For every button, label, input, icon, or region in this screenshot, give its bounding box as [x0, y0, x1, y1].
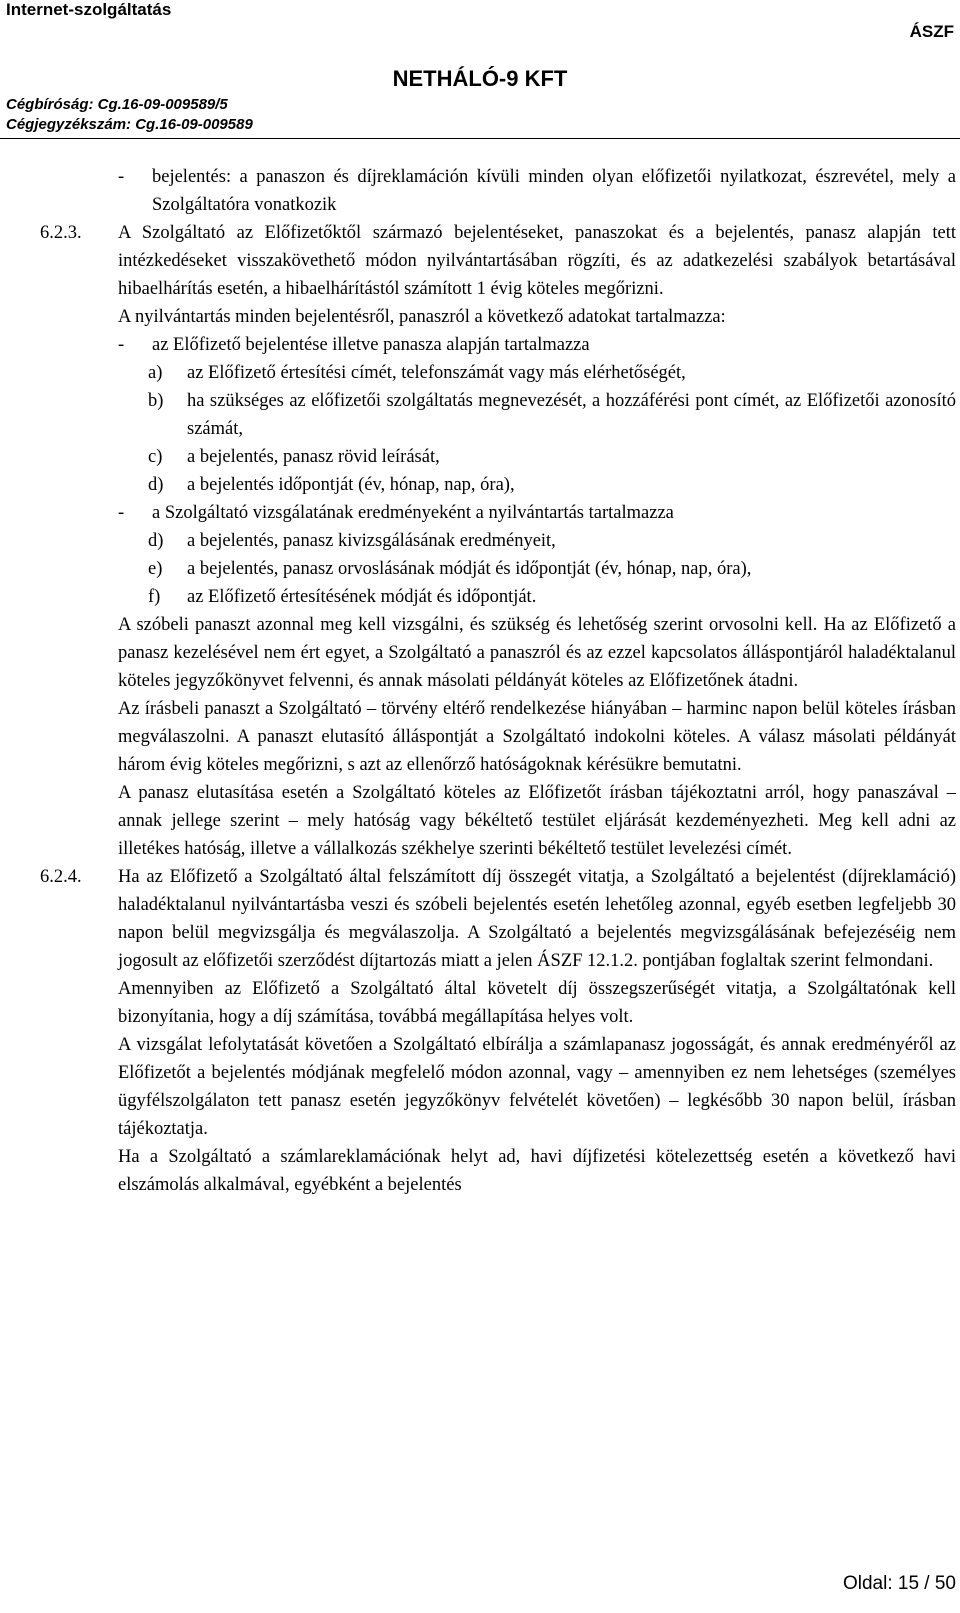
list-item-label: c) [148, 447, 163, 467]
list-dash: - [118, 335, 125, 355]
list-heading-subscriber [118, 331, 956, 359]
page-header [0, 0, 960, 140]
paragraph-rejection: A panasz elutasítása esetén a Szolgáltató köteles az Előfizetőt írásban tájékoztatni arról, hogy panaszával – annak jellege szerint – mely hatóság vagy békéltető testület eljárását kezdeményezheti. Meg kell adni az illetékes hatóság, illetve a vállalkozás székhelye szerinti békéltető testület levelezési címét. [118, 783, 956, 859]
list-item-text: az Előfizető értesítési címét, telefonszámát vagy más elérhetőségét, [187, 363, 686, 383]
list-item-text: a bejelentés, panasz orvoslásának módját és időpontját (év, hónap, nap, óra), [187, 559, 752, 579]
list-dash: - [118, 503, 125, 523]
list-item [148, 555, 956, 583]
paragraph-written-complaint: Az írásbeli panaszt a Szolgáltató – törvény eltérő rendelkezése hiányában – harminc napon belül köteles írásban megválaszolni. A panaszt elutasító álláspontját a Szolgáltató indokolni köteles. A válasz másolati példányát három évig köteles megőrizni, s azt az ellenőrző hatóságoknak kérésükre bemutatni. [118, 699, 956, 775]
list-dash: - [118, 167, 125, 187]
header-court-line: Cégbíróság: Cg.16-09-009589/5 [6, 96, 228, 113]
section-6-2-4 [40, 863, 956, 975]
list-item-text: a bejelentés, panasz rövid leírását, [187, 447, 440, 467]
header-divider [0, 138, 960, 139]
paragraph-oral-complaint: A szóbeli panaszt azonnal meg kell vizsgálni, és szükség és lehetőség szerint orvosolni kell. Ha az Előfizető a panasz kezelésével nem ért egyet, a Szolgáltató a panaszról és az ezzel kapcsolatos álláspontjáról haladéktalanul köteles jegyzőkönyvet felvenni, és annak másolati példányát köteles az Előfizetőnek átadni. [118, 615, 956, 691]
list-item-label: d) [148, 475, 164, 495]
header-service-title: Internet-szolgáltatás [6, 0, 172, 19]
list-item [148, 583, 956, 611]
list-heading-text: az Előfizető bejelentése illetve panasza alapján tartalmazza [152, 335, 590, 355]
list-item-text: az Előfizető értesítésének módját és időpontját. [187, 587, 537, 607]
list-item-text: a bejelentés, panasz kivizsgálásának eredményeit, [187, 531, 556, 551]
header-registration-line: Cégjegyzékszám: Cg.16-09-009589 [6, 116, 253, 133]
list-item-text: ha szükséges az előfizetői szolgáltatás megnevezését, a hozzáférési pont címét, az Előfizetői azonosító számát, [187, 391, 956, 439]
list-heading-provider [118, 499, 956, 527]
list-item [148, 359, 956, 387]
list-item-label: e) [148, 559, 163, 579]
section-number: 6.2.4. [40, 867, 82, 887]
list-heading-text: a Szolgáltató vizsgálatának eredményeként a nyilvántartás tartalmazza [152, 503, 674, 523]
list-item-label: a) [148, 363, 163, 383]
list-item-label: f) [148, 587, 161, 607]
header-company-name: NETHÁLÓ-9 KFT [392, 66, 568, 91]
intro-item-text: bejelentés: a panaszon és díjreklamáción kívüli minden olyan előfizetői nyilatkozat, észrevétel, mely a Szolgáltatóra vonatkozik [152, 167, 956, 215]
list-item [148, 443, 956, 471]
list-item [148, 527, 956, 555]
list-item-label: b) [148, 391, 164, 411]
list-item-label: d) [148, 531, 164, 551]
section-number: 6.2.3. [40, 223, 82, 243]
paragraph: Amennyiben az Előfizető a Szolgáltató által követelt díj összegszerűségét vitatja, a Szolgáltatónak kell bizonyítania, hogy a díj számítása, továbbá megállapítása helyes volt. [118, 979, 956, 1027]
paragraph: A Szolgáltató az Előfizetőktől származó bejelentéseket, panaszokat és a bejelentés, panasz alapján tett intézkedéseket visszakövethető módon nyilvántartásában rögzíti, és az adatkezelési szabályok betartásával hibaelhárítás esetén, a hibaelhárítástól számított 1 évig köteles megőrizni. [118, 223, 956, 299]
section-6-2-3 [40, 219, 956, 303]
paragraph: A nyilvántartás minden bejelentésről, panaszról a következő adatokat tartalmazza: [118, 307, 726, 327]
list-item-text: a bejelentés időpontját (év, hónap, nap, óra), [187, 475, 515, 495]
paragraph: Ha az Előfizető a Szolgáltató által felszámított díj összegét vitatja, a Szolgáltató a bejelentést (díjreklamáció) haladéktalanul nyilvántartásba veszi és szóbeli bejelentés esetén lehetőleg azonnal, egyéb esetben legfeljebb 30 napon belül megvizsgálja és megválaszolja. A Szolgáltató a bejelentés megvizsgálásának befejezéséig nem jogosult az előfizetői szerződést díjtartozás miatt a jelen ÁSZF 12.1.2. pontjában foglaltak szerint felmondani. [118, 867, 956, 971]
paragraph: A vizsgálat lefolytatását követően a Szolgáltató elbírálja a számlapanasz jogosságát, és annak eredményéről az Előfizetőt a bejelentés módjának megfelelő módon azonnal, vagy – amennyiben ez nem lehetséges (személyes ügyfélszolgálaton tett panasz esetén jegyzőkönyv felvételét követően) – legkésőbb 30 napon belül, írásban tájékoztatja. [118, 1035, 956, 1139]
list-item [148, 471, 956, 499]
paragraph: Ha a Szolgáltató a számlareklamációnak helyt ad, havi díjfizetési kötelezettség esetén a következő havi elszámolás alkalmával, egyébként a bejelentés [118, 1147, 956, 1195]
document-body [0, 163, 960, 1199]
intro-dash-item [118, 163, 956, 219]
page-number: Oldal: 15 / 50 [842, 1573, 956, 1594]
list-item [148, 387, 956, 443]
header-doc-title: ÁSZF [909, 22, 954, 41]
